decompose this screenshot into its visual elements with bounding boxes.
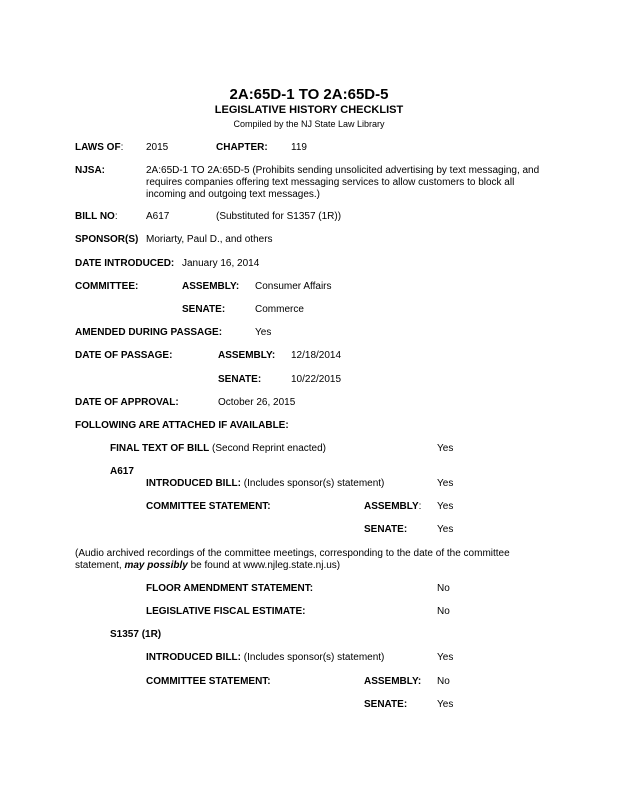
s1357-introduced-value: Yes bbox=[437, 652, 454, 663]
laws-of-label: LAWS OF: bbox=[75, 142, 124, 153]
a617-label: A617 bbox=[110, 466, 134, 477]
audio-note: (Audio archived recordings of the committee meetings, corresponding to the date of the committee statement, may possibly be found at www.njleg.state.nj.us) bbox=[75, 548, 510, 571]
a617-committee-label: COMMITTEE STATEMENT: bbox=[146, 501, 271, 512]
s1357-committee-label: COMMITTEE STATEMENT: bbox=[146, 676, 271, 687]
s1357-assembly-value: No bbox=[437, 676, 450, 687]
passage-senate-value: 10/22/2015 bbox=[291, 374, 342, 385]
date-introduced-value: January 16, 2014 bbox=[182, 258, 260, 269]
sponsor-label: SPONSOR(S) bbox=[75, 234, 139, 245]
amended-value: Yes bbox=[255, 327, 272, 338]
bill-substituted: (Substituted for S1357 (1R)) bbox=[216, 211, 342, 222]
passage-senate-label: SENATE: bbox=[218, 374, 262, 385]
floor-amendment-value: No bbox=[437, 583, 450, 594]
a617-introduced-value: Yes bbox=[437, 478, 454, 489]
floor-amendment-label: FLOOR AMENDMENT STATEMENT: bbox=[146, 583, 314, 594]
s1357-introduced-label: INTRODUCED BILL: (Includes sponsor(s) statement) bbox=[146, 652, 385, 663]
fiscal-estimate-label: LEGISLATIVE FISCAL ESTIMATE: bbox=[146, 606, 306, 617]
following-label: FOLLOWING ARE ATTACHED IF AVAILABLE: bbox=[75, 420, 289, 431]
s1357-assembly-label: ASSEMBLY: bbox=[364, 676, 422, 687]
compiled-by: Compiled by the NJ State Law Library bbox=[233, 119, 385, 129]
committee-senate-label: SENATE: bbox=[182, 304, 226, 315]
fiscal-estimate-value: No bbox=[437, 606, 450, 617]
date-introduced-label: DATE INTRODUCED: bbox=[75, 258, 175, 269]
a617-senate-label: SENATE: bbox=[364, 524, 408, 535]
passage-assembly-label: ASSEMBLY: bbox=[218, 350, 276, 361]
committee-assembly-value: Consumer Affairs bbox=[255, 281, 332, 292]
final-text-value: Yes bbox=[437, 443, 454, 454]
date-of-passage-label: DATE OF PASSAGE: bbox=[75, 350, 173, 361]
date-of-approval-value: October 26, 2015 bbox=[218, 397, 296, 408]
a617-assembly-label: ASSEMBLY: bbox=[364, 501, 422, 512]
bill-no-value: A617 bbox=[146, 211, 170, 222]
njsa-value: 2A:65D-1 TO 2A:65D-5 (Prohibits sending unsolicited advertising by text messaging, and requires companies offering text messaging services to allow customers to block all incoming and outgoing text messages.) bbox=[146, 165, 540, 200]
page-subtitle: LEGISLATIVE HISTORY CHECKLIST bbox=[214, 104, 404, 116]
s1357-label: S1357 (1R) bbox=[110, 629, 162, 640]
a617-assembly-value: Yes bbox=[437, 501, 454, 512]
s1357-senate-value: Yes bbox=[437, 699, 454, 710]
passage-assembly-value: 12/18/2014 bbox=[291, 350, 342, 361]
committee-senate-value: Commerce bbox=[255, 304, 304, 315]
a617-senate-value: Yes bbox=[437, 524, 454, 535]
a617-introduced-label: INTRODUCED BILL: (Includes sponsor(s) statement) bbox=[146, 478, 385, 489]
final-text-label: FINAL TEXT OF BILL (Second Reprint enacted) bbox=[110, 443, 326, 454]
chapter-label: CHAPTER: bbox=[216, 142, 268, 153]
committee-label: COMMITTEE: bbox=[75, 281, 139, 292]
sponsor-value: Moriarty, Paul D., and others bbox=[146, 234, 273, 245]
page-title: 2A:65D-1 TO 2A:65D-5 bbox=[229, 86, 389, 103]
njsa-label: NJSA: bbox=[75, 165, 106, 176]
committee-assembly-label: ASSEMBLY: bbox=[182, 281, 240, 292]
amended-label: AMENDED DURING PASSAGE: bbox=[75, 327, 223, 338]
bill-no-label: BILL NO: bbox=[75, 211, 118, 222]
date-of-approval-label: DATE OF APPROVAL: bbox=[75, 397, 179, 408]
s1357-senate-label: SENATE: bbox=[364, 699, 408, 710]
laws-of-value: 2015 bbox=[146, 142, 169, 153]
chapter-value: 119 bbox=[291, 142, 307, 153]
